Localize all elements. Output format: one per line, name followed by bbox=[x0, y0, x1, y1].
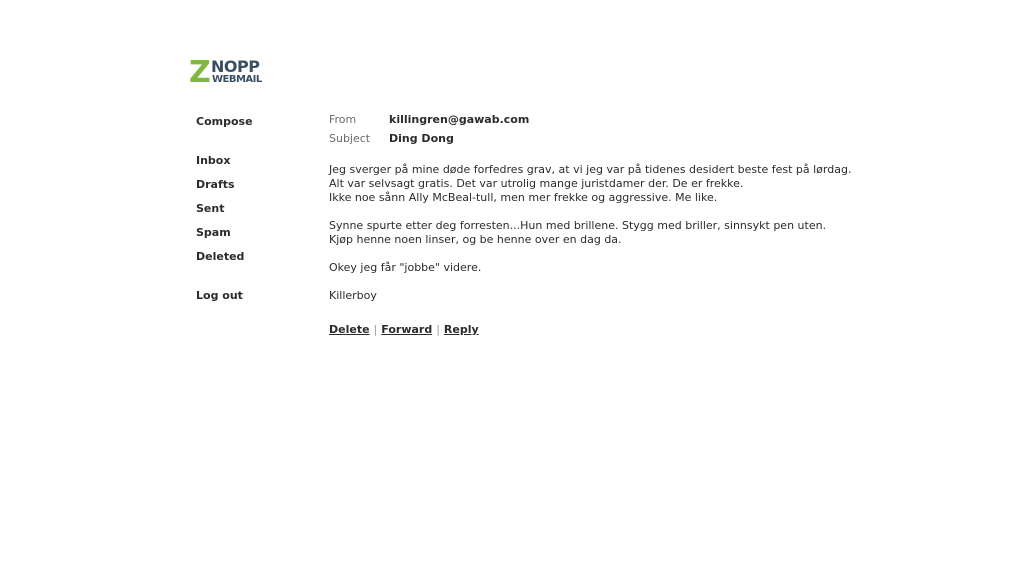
signature-line: Killerboy bbox=[329, 289, 377, 302]
sidebar-item-deleted[interactable]: Deleted bbox=[196, 250, 245, 263]
message-signature bbox=[329, 289, 949, 303]
logo-letter: Z bbox=[189, 55, 210, 90]
from-label: From bbox=[329, 113, 357, 126]
message-line: Alt var selvsagt gratis. Det var utrolig mange juristdamer der. De er frekke. bbox=[329, 177, 744, 190]
message-actions bbox=[329, 323, 949, 336]
sidebar-item-drafts[interactable]: Drafts bbox=[196, 178, 235, 191]
action-separator: | bbox=[373, 323, 378, 336]
from-row bbox=[329, 110, 949, 129]
message-line: Synne spurte etter deg forresten...Hun med brillene. Stygg med briller, sinnsykt pen uten. bbox=[329, 219, 827, 232]
subject-value: Ding Dong bbox=[389, 132, 454, 145]
message-line: Jeg sverger på mine døde forfedres grav, at vi jeg var på tidenes desidert beste fest på lørdag. bbox=[329, 163, 852, 176]
logo-brand: NOPP bbox=[211, 57, 260, 76]
message-line: Okey jeg får "jobbe" videre. bbox=[329, 261, 482, 274]
sidebar-item-sent[interactable]: Sent bbox=[196, 202, 225, 215]
message-paragraph bbox=[329, 261, 949, 275]
subject-label: Subject bbox=[329, 132, 371, 145]
delete-link[interactable]: Delete bbox=[329, 323, 370, 336]
sidebar-item-logout[interactable]: Log out bbox=[196, 289, 243, 302]
from-value: killingren@gawab.com bbox=[389, 113, 530, 126]
message-line: Ikke noe sånn Ally McBeal-tull, men mer frekke og aggressive. Me like. bbox=[329, 191, 718, 204]
message-body bbox=[329, 163, 949, 303]
subject-row bbox=[329, 129, 949, 148]
forward-link[interactable]: Forward bbox=[381, 323, 433, 336]
logo-product: WEBMAIL bbox=[212, 74, 262, 85]
message-view bbox=[329, 110, 949, 336]
znopp-webmail-logo bbox=[189, 55, 279, 90]
message-line: Kjøp henne noen linser, og be henne over en dag da. bbox=[329, 233, 622, 246]
sidebar-item-inbox[interactable]: Inbox bbox=[196, 154, 231, 167]
action-separator: | bbox=[436, 323, 440, 336]
message-paragraph bbox=[329, 163, 949, 205]
sidebar-item-compose[interactable]: Compose bbox=[196, 115, 253, 128]
message-paragraph bbox=[329, 219, 949, 247]
reply-link[interactable]: Reply bbox=[443, 323, 479, 336]
sidebar-item-spam[interactable]: Spam bbox=[196, 226, 231, 239]
